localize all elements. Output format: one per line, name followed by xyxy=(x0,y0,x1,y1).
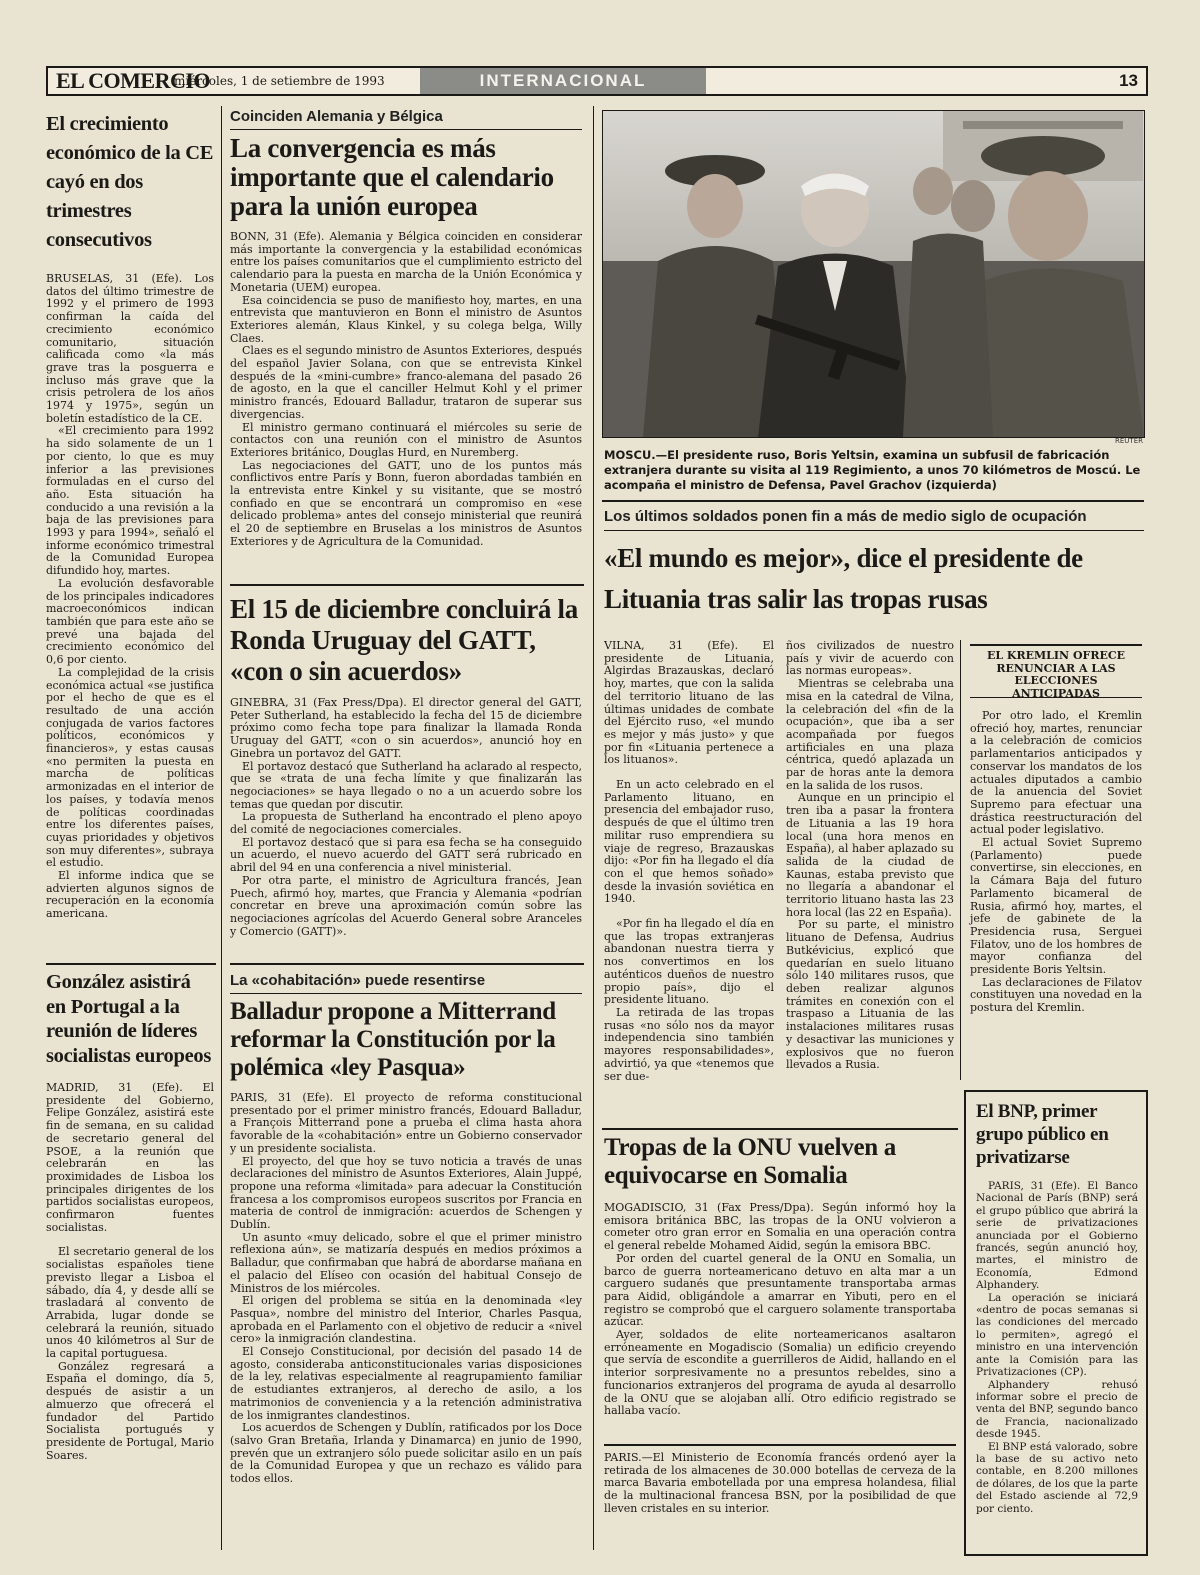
article-body-col1 xyxy=(604,640,774,1083)
article-gonzalez xyxy=(46,970,214,1462)
paragraph: En un acto celebrado en el Parlamento lituano, en presencia del embajador ruso, después de que el último tren militar ruso emprendiera su viaje de regreso, Brazauskas dijo: «Por fin ha llegado el día con el que hemos soñado» desde la invasión soviética en 1940. xyxy=(604,778,774,906)
section-divider xyxy=(46,963,216,965)
article-body xyxy=(46,1082,214,1462)
paragraph: Los acuerdos de Schengen y Dublín, ratificados por los Doce (salvo Gran Bretaña, Irlanda y Dinamarca) en junio de 1990, prevén que un extranjero sólo puede solicitar asilo en un país de la Comunidad Europea y que un rechazo es válido para todos ellos. xyxy=(230,1421,582,1486)
newspaper-name: EL COMERCIO xyxy=(56,68,211,93)
article-gatt xyxy=(230,594,582,938)
paragraph: Las negociaciones del GATT, uno de los puntos más conflictivos entre París y Bonn, fueron abordadas también en la entrevista entre Kinkel y su visitante, que se mostró confiado en que se encontrará un compromiso en «ese delicado problema» antes del consejo ministerial que reunirá el 20 de septiembre en Bruselas a los ministros de Asuntos Exteriores y de Agricultura de la Comunidad. xyxy=(230,458,582,548)
section-title: INTERNACIONAL xyxy=(420,68,706,94)
paragraph: Las declaraciones de Filatov constituyen una novedad en la postura del Kremlin. xyxy=(970,975,1142,1015)
paragraph: BONN, 31 (Efe). Alemania y Bélgica coinciden en considerar más importante la convergencia y la estabilidad económicas entre los países comunitarios que el cumplimiento estricto del calendario para la puesta en marcha de la Unión Económica y Monetaria (UEM) europea. xyxy=(230,230,582,294)
paragraph: González regresará a España el domingo, día 5, después de asistir a un almuerzo que ofrecerá el fundador del Partido Socialista portugués y presidente de Portugal, Mario Soares. xyxy=(46,1359,214,1462)
column-rule xyxy=(593,106,594,1550)
paragraph: El origen del problema se sitúa en la denominada «ley Pasqua», nombre del ministro del Interior, Charles Pasqua, aprobada en el Parlamento con el objetivo de reducir a «nivel cero» la inmigración clandestina. xyxy=(230,1294,582,1346)
paragraph: PARIS.—El Ministerio de Economía francés ordenó ayer la retirada de los almacenes de 30.000 botellas de cerveza de la marca Bavaria embotellada por una empresa holandesa, filial de la multinacional francesa BSN, por la posibilidad de que lleven cristales en su interior. xyxy=(604,1451,956,1515)
article-somalia xyxy=(604,1134,956,1418)
headline: El 15 de diciembre concluirá la Ronda Uruguay del GATT, «con o sin acuerdos» xyxy=(230,594,578,686)
paragraph: PARIS, 31 (Efe). El proyecto de reforma constitucional presentado por el primer ministro francés, Edouard Balladur, a François Mitterrand pone a prueba el clima hasta ahora favorable de la «cohabitación» entre un Gobierno conservador y un presidente socialista. xyxy=(230,1091,582,1155)
paragraph: El portavoz destacó que Sutherland ha aclarado al respecto, que se «trata de una fecha límite y que finalizarán las negociaciones» se haya llegado o no a un acuerdo sobre los temas que quedan por discutir. xyxy=(230,759,582,811)
paragraph: La retirada de las tropas rusas «no sólo nos da mayor independencia sino también mayores responsabilidades», advirtió, ya que «tenemos que ser due- xyxy=(604,1005,774,1083)
photo-yeltsin-soldiers xyxy=(603,111,1144,437)
paragraph: Esa coincidencia se puso de manifiesto hoy, martes, en una entrevista que mantuvieron en Bonn el ministro de Asuntos Exteriores alemán, Klaus Kinkel, y su colega belga, Willy Claes. xyxy=(230,293,582,345)
section-divider xyxy=(230,963,584,965)
article-bavaria xyxy=(604,1452,956,1516)
column-rule xyxy=(960,640,961,1080)
article-convergencia xyxy=(230,108,582,549)
kicker: La «cohabitación» puede resentirse xyxy=(230,972,486,989)
headline: Tropas de la ONU vuelven a equivocarse en Somalia xyxy=(604,1134,896,1189)
photo-caption: MOSCU.—El presidente ruso, Boris Yeltsin, examina un subfusil de fabricación extranjera durante su visita al 119 Regimiento, a unos 70 kilómetros de Moscú. Le acompaña el ministro de Defensa, Pavel Grachov (izquierda) xyxy=(604,448,1141,492)
paragraph: Por otro lado, el Kremlin ofreció hoy, martes, renunciar a la celebración de comicios parlamentarios anticipados y conservar los mandatos de los actuales diputados a cambio de la anuencia del Soviet Supremo para efectuar una drástica reestructuración del actual poder legislativo. xyxy=(970,709,1142,837)
kicker-rule xyxy=(230,993,582,994)
article-ce-growth xyxy=(46,110,214,921)
paragraph: BRUSELAS, 31 (Efe). Los datos del último trimestre de 1992 y el primero de 1993 confirman la caída del crecimiento económico comunitario, situación calificada como «la más grave tras la posguerra e incluso más grave que la crisis petrolera de los años 1974 y 1975», según un boletín estadístico de la CE. xyxy=(46,272,214,425)
subhead-rule xyxy=(970,697,1142,698)
paragraph: MOGADISCIO, 31 (Fax Press/Dpa). Según informó hoy la emisora británica BBC, las tropas de la ONU volvieron a cometer otro gran error en Somalia en una operación contra el general rebelde Mohamed Aidid, según la emisora BBC. xyxy=(604,1201,956,1253)
page-header xyxy=(46,66,1148,96)
photo-credit: REUTER xyxy=(1115,437,1143,445)
section-divider xyxy=(230,584,584,586)
paragraph: La complejidad de la crisis económica actual «se justifica por el hecho de que es el resultado de una acción conjugada de varios factores políticos, económicos y financieros», y estas causas «no permiten la puesta en marcha de políticas armonizadas en el interior de los países, y todavía menos de políticas coordinadas entre los diferentes países, cuyas prioridades y objetivos son muy diferentes», subraya el estudio. xyxy=(46,665,214,870)
paragraph: Alphandery rehusó informar sobre el precio de venta del BNP, segundo banco de Francia, nacionalizado desde 1945. xyxy=(976,1378,1138,1441)
headline: González asistirá en Portugal a la reunión de líderes socialistas europeos xyxy=(46,971,212,1067)
subhead-kremlin: EL KREMLIN OFRECE RENUNCIAR A LAS ELECCIONES ANTICIPADAS xyxy=(986,649,1126,700)
article-body-col3 xyxy=(970,710,1142,1015)
issue-date: miércoles, 1 de setiembre de 1993 xyxy=(174,74,385,88)
article-bnp-box xyxy=(964,1090,1148,1556)
paragraph: «Por fin ha llegado el día en que las tropas extranjeras abandonan nuestra tierra y nos convertimos en los auténticos dueños de nuestro propio país», dijo el presidente lituano. xyxy=(604,917,774,1007)
news-photo xyxy=(602,110,1145,438)
article-body xyxy=(230,697,582,938)
article-body xyxy=(46,273,214,921)
paragraph: VILNA, 31 (Efe). El presidente de Lituania, Algirdas Brazauskas, declaró hoy, martes, que con la salida del territorio lituano de las últimas unidades de combate del Ejército ruso, «el mundo es mejor y más justo» y que por fin «Lituania pertenece a los lituanos». xyxy=(604,639,774,767)
paragraph: ños civilizados de nuestro país y vivir de acuerdo con las normas europeas». xyxy=(786,639,954,678)
kicker: Los últimos soldados ponen fin a más de medio siglo de ocupación xyxy=(604,508,1087,525)
kicker: Coinciden Alemania y Bélgica xyxy=(230,108,443,125)
subhead-rule xyxy=(970,644,1142,646)
article-balladur xyxy=(230,972,582,1486)
paragraph: El actual Soviet Supremo (Parlamento) puede convertirse, sin elecciones, en la Cámara Baja del futuro Parlamento bicameral de Rusia, afirmó hoy, martes, el jefe de gabinete de la Presidencia rusa, Serguei Filatov, uno de los hombres de mayor confianza del presidente Boris Yeltsin. xyxy=(970,836,1142,977)
paragraph: La propuesta de Sutherland ha encontrado el pleno apoyo del comité de negociaciones comerciales. xyxy=(230,810,582,837)
paragraph: El portavoz destacó que si para esa fecha se ha conseguido un acuerdo, el nuevo acuerdo del GATT será rubricado en abril del 94 en una conferencia a nivel ministerial. xyxy=(230,835,582,875)
paragraph: Un asunto «muy delicado, sobre el que el primer ministro reflexiona aún», se matizaría después en medios próximos a Balladur, que confirmaban que habrá de abordarse mañana en el palacio del Elíseo con ocasión del habitual Consejo de Ministros de los miércoles. xyxy=(230,1230,582,1295)
headline-lituania: «El mundo es mejor», dice el presidente de Lituania tras salir las tropas rusas xyxy=(604,543,1083,614)
headline: El crecimiento económico de la CE cayó en dos trimestres consecutivos xyxy=(46,113,214,251)
paragraph: «El crecimiento para 1992 ha sido solamente de un 1 por ciento, lo que es muy inferior a las previsiones formuladas en el curso del año. Esta situación ha conducido a una revisión a la baja de las previsiones para 1993 y para 1994», señaló el informe económico trimestral de la Comunidad Europea difundido hoy, martes. xyxy=(46,424,214,578)
paragraph: El secretario general de los socialistas españoles tiene previsto llegar a Lisboa el sábado, día 4, y desde allí se trasladará al convento de Arrabida, lugar donde se celebrará la reunión, situado unos 40 kilómetros al Sur de la capital portuguesa. xyxy=(46,1245,214,1361)
paragraph: Ayer, soldados de elite norteamericanos asaltaron erróneamente en Mogadiscio (Somalia) un edificio creyendo que servía de escondite a guerrilleros de Aidid, hallando en el interior sorpresivamente no a presuntos rebeldes, sino a funcionarios extranjeros del programa de ayuda al desarrollo de la ONU que se alojaban allí. Otro edificio registrado se hallaba vacío. xyxy=(604,1328,956,1418)
headline: El BNP, primer grupo público en privatizarse xyxy=(976,1101,1109,1168)
headline: La convergencia es más importante que el calendario para la unión europea xyxy=(230,133,554,221)
paragraph: MADRID, 31 (Efe). El presidente del Gobierno, Felipe González, asistirá este fin de semana, en su calidad de secretario general del PSOE, a la reunión que celebrarán en las proximidades de Lisboa los principales dirigentes de los partidos socialistas europeos, confirmaron fuentes socialistas. xyxy=(46,1081,214,1234)
paragraph: PARIS, 31 (Efe). El Banco Nacional de París (BNP) será el grupo público que abrirá la serie de privatizaciones anunciada por el Gobierno francés, según anunció hoy, martes, el ministro de Economía, Edmond Alphandery. xyxy=(976,1180,1138,1292)
article-body xyxy=(230,231,582,549)
paragraph: La operación se iniciará «dentro de pocas semanas si las condiciones del mercado lo permiten», agregó el ministro en una intervención ante la Comisión para las Privatizaciones (CP). xyxy=(976,1291,1138,1379)
paragraph: El proyecto, del que hoy se tuvo noticia a través de unas declaraciones del ministro de Asuntos Exteriores, Alain Juppé, propone una reforma «limitada» para adecuar la Constitución francesa a los compromisos europeos suscritos por Francia en materia de control de inmigración: acuerdos de Schengen y Dublín. xyxy=(230,1154,582,1232)
paragraph: Por orden del cuartel general de la ONU en Somalia, un barco de guerra norteamericano detuvo en alta mar a un carguero sudanés que presuntamente transportaba armas para Aidid, obligándole a amarrar en Yibuti, pero en el registro se comprobó que el carguero solamente transportaba azúcar. xyxy=(604,1251,956,1329)
paragraph: Mientras se celebraba una misa en la catedral de Vilna, la celebración del «fin de la ocupación», que iba a ser acompañada por fuegos artificiales en una plaza céntrica, quedó aplazada un par de horas ante la demora en la salida de los rusos. xyxy=(786,677,954,792)
article-body xyxy=(604,1202,956,1418)
headline: Balladur propone a Mitterrand reformar la Constitución por la polémica «ley Pasqua» xyxy=(230,998,556,1081)
paragraph: El ministro germano continuará el miércoles su serie de contactos con una reunión con el ministro de Asuntos Exteriores británico, Douglas Hurd, en Nuremberg. xyxy=(230,420,582,459)
paragraph: Claes es el segundo ministro de Asuntos Exteriores, después del español Javier Solana, con que se entrevista Kinkel después de la «mini-cumbre» franco-alemana del pasado 26 de agosto, en la que el canciller Helmut Kohl y el primer ministro francés, Edouard Balladur, trataron de superar sus divergencias. xyxy=(230,344,582,421)
column-rule xyxy=(221,106,222,1550)
article-body-col2 xyxy=(786,640,954,1072)
paragraph: Por su parte, el ministro lituano de Defensa, Audrius Butkévicius, explicó que quedarían en suelo lituano sólo 140 militares rusos, que deben realizar algunos trámites en conexión con el traspaso a Lituania de las instalaciones militares rusas y desactivar las municiones y explosivos que no fueron llevados a Rusia. xyxy=(786,918,954,1072)
kicker-rule xyxy=(604,530,1144,531)
article-body xyxy=(230,1092,582,1486)
paragraph: El informe indica que se advierten algunos signos de recuperación en la economía americana. xyxy=(46,869,214,921)
page-number: 13 xyxy=(1119,71,1138,90)
section-divider xyxy=(602,1128,958,1130)
paragraph: La evolución desfavorable de los principales indicadores macroeconómicos indican también que para este año se prevé una bajada del crecimiento económico del 0,6 por ciento. xyxy=(46,576,214,667)
paragraph: El BNP está valorado, sobre la base de su activo neto contable, en 8.200 millones de dólares, de los que la parte del Estado asciende al 72,9 por ciento. xyxy=(976,1440,1138,1515)
kicker-rule xyxy=(230,129,582,130)
section-divider xyxy=(604,1444,956,1446)
paragraph: Aunque en un principio el tren iba a pasar la frontera de Lituania a las 19 hora local (una hora menos en España), al haber aplazado su salida de la ciudad de Kaunas, estaba previsto que no llegaría a abandonar el territorio lituano hasta las 23 hora local (las 22 en España). xyxy=(786,791,954,919)
section-divider xyxy=(602,500,1144,502)
paragraph: Por otra parte, el ministro de Agricultura francés, Jean Puech, afirmó hoy, martes, que Francia y Alemania «podrían concretar en breve una aproximación común sobre las negociaciones agrícolas del Acuerdo General sobre Aranceles y Comercio (GATT)». xyxy=(230,873,582,938)
paragraph: El Consejo Constitucional, por decisión del pasado 14 de agosto, consideraba anticonstitucionales varias disposiciones de la ley, relativas especialmente al reagrupamiento familiar de estudiantes extranjeros, al derecho de asilo, a los matrimonios de conveniencia y a la retención administrativa de los inmigrantes clandestinos. xyxy=(230,1345,582,1422)
article-body xyxy=(976,1180,1138,1515)
paragraph: GINEBRA, 31 (Fax Press/Dpa). El director general del GATT, Peter Sutherland, ha establecido la fecha del 15 de diciembre próximo como fecha tope para finalizar la llamada Ronda Uruguay del GATT, «con o sin acuerdos», anunció hoy en Ginebra un portavoz del GATT. xyxy=(230,696,582,760)
